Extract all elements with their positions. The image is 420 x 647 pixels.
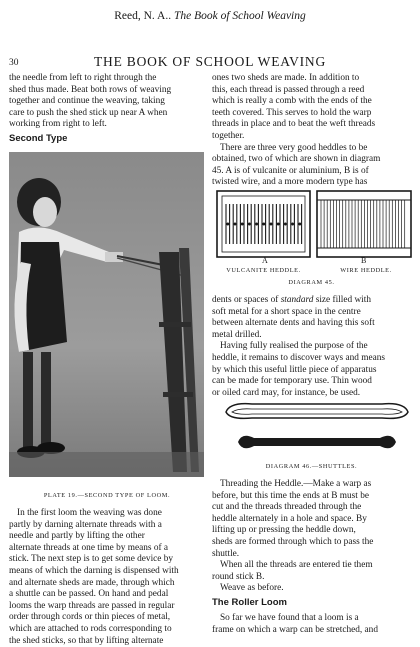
running-header: Reed, N. A.. The Book of School Weaving <box>114 10 306 22</box>
loom-photo-illustration <box>9 152 204 477</box>
plate-19-caption: PLATE 19.—SECOND TYPE OF LOOM. <box>43 492 171 499</box>
text-line: this, each thread is passed through a reed <box>212 84 365 95</box>
text-line: Weave as before. <box>220 583 284 594</box>
text-line: When all the threads are entered tie them <box>220 560 373 571</box>
text-line: teeth covered. This serves to hold the warp <box>212 107 372 118</box>
text-line: together and continue the weaving, taking <box>9 96 165 107</box>
diagram-46-caption: DIAGRAM 46.—SHUTTLES. <box>265 463 358 470</box>
right-paragraph-8 <box>212 613 411 636</box>
text-line: metal drilled. <box>212 329 262 340</box>
text-line: care to push the shed stick up near A when <box>9 107 168 118</box>
text-line: round stick B. <box>212 571 265 582</box>
section-heading-second-type: Second Type <box>9 133 68 144</box>
text-line: which are attached to rods corresponding to <box>9 623 172 634</box>
text-line: 45. A is of vulcanite or aluminium, B is of <box>212 165 369 176</box>
text-line: or oiled card may, for instance, be used. <box>212 387 361 398</box>
header-author: Reed, N. A. <box>114 10 169 22</box>
text-line: needle and partly by lifting the other <box>9 531 145 542</box>
diagram-45-label-a: A <box>262 256 268 265</box>
text-line: heddle alternately in a hole and space. By <box>212 513 367 524</box>
text-line: can be made for temporary use. Thin wood <box>212 376 372 387</box>
text-line: the shed sticks, so that by lifting alternate <box>9 635 164 646</box>
text-line: shed thus made. Beat both rows of weaving <box>9 84 172 95</box>
header-book-title: The Book of School Weaving <box>173 10 306 22</box>
left-intro-paragraph <box>9 73 205 131</box>
text-line: together. <box>212 130 245 141</box>
text-line: and alternate sheds are made, through which <box>9 577 175 588</box>
diagram-45-label-b: B <box>361 256 367 265</box>
text-line <box>212 295 411 307</box>
text-line: heddle, it remains to discover ways and means <box>212 352 385 363</box>
text-line: alternate threads at one time by means of a <box>9 542 169 553</box>
text-line: a shuttle can be passed. On hand and pedal <box>9 589 169 600</box>
wire-heddle-caption: WIRE HEDDLE. <box>340 267 392 274</box>
text-line: There are three very good heddles to be <box>220 142 368 153</box>
text-line: means of which the darning is dispensed with <box>9 565 179 576</box>
right-paragraph-3 <box>212 295 411 399</box>
right-paragraph-1 <box>212 73 411 189</box>
text-line: looms the warp threads are passed in regular <box>9 600 175 611</box>
diagram-45-caption: DIAGRAM 45. <box>288 279 335 286</box>
text-line: which is really a comb with the ends of the <box>212 96 372 107</box>
text-line: by which this useful little piece of apparatus <box>212 364 377 375</box>
text-line: order through cords or thin pieces of metal, <box>9 612 171 623</box>
text-line: In the first loom the weaving was done <box>17 508 162 518</box>
text-line: partly by darning alternate threads with a <box>9 519 162 530</box>
page-title: THE BOOK OF SCHOOL WEAVING <box>93 54 327 69</box>
text-line: So far we have found that a loom is a <box>220 613 359 623</box>
shuttle-shape <box>238 436 396 449</box>
text-line: between alternate dents and having this soft <box>212 318 375 329</box>
text-line: ones two sheds are made. In addition to <box>212 73 360 83</box>
right-paragraph-5 <box>212 479 411 595</box>
shuttles-diagram <box>222 398 412 460</box>
text-line: threads in place and to beat the weft threads <box>212 119 376 130</box>
text-line: sheds are formed through which to pass the <box>212 536 374 547</box>
vulcanite-heddle-caption: VULCANITE HEDDLE. <box>226 267 301 274</box>
text-line: cut and the threads threaded through the <box>212 502 362 513</box>
text-line: the needle from left to right through the <box>9 73 157 83</box>
vulcanite-heddle-figure <box>216 190 311 258</box>
text-line: twisted wire, and a more modern type has <box>212 177 368 188</box>
text-line: lifting up or pressing the heddle down, <box>212 525 356 536</box>
text-line: shuttle. <box>212 548 240 559</box>
text-line: Having fully realised the purpose of the <box>220 341 368 352</box>
text-line: working from right to left. <box>9 119 107 130</box>
text-line: soft metal for a short space in the centre <box>212 306 361 317</box>
shuttle-shape <box>226 404 408 419</box>
section-heading-roller-loom: The Roller Loom <box>212 597 287 608</box>
wire-heddle-figure <box>316 190 412 258</box>
text-line: before, but this time the ends at B must be <box>212 490 369 501</box>
text-line: obtained, two of which are shown in diagram <box>212 154 381 165</box>
page-number: 30 <box>9 58 19 68</box>
text-line: Threading the Heddle.—Make a warp as <box>220 479 372 489</box>
emphasis-standard: dents or spaces of standard size filled with <box>212 295 371 305</box>
text-line: frame on which a warp can be stretched, and <box>212 624 378 635</box>
plate-19-photograph <box>9 152 204 477</box>
text-line: stick. The next step is to get some device by <box>9 554 174 565</box>
left-body-paragraph <box>9 508 205 647</box>
